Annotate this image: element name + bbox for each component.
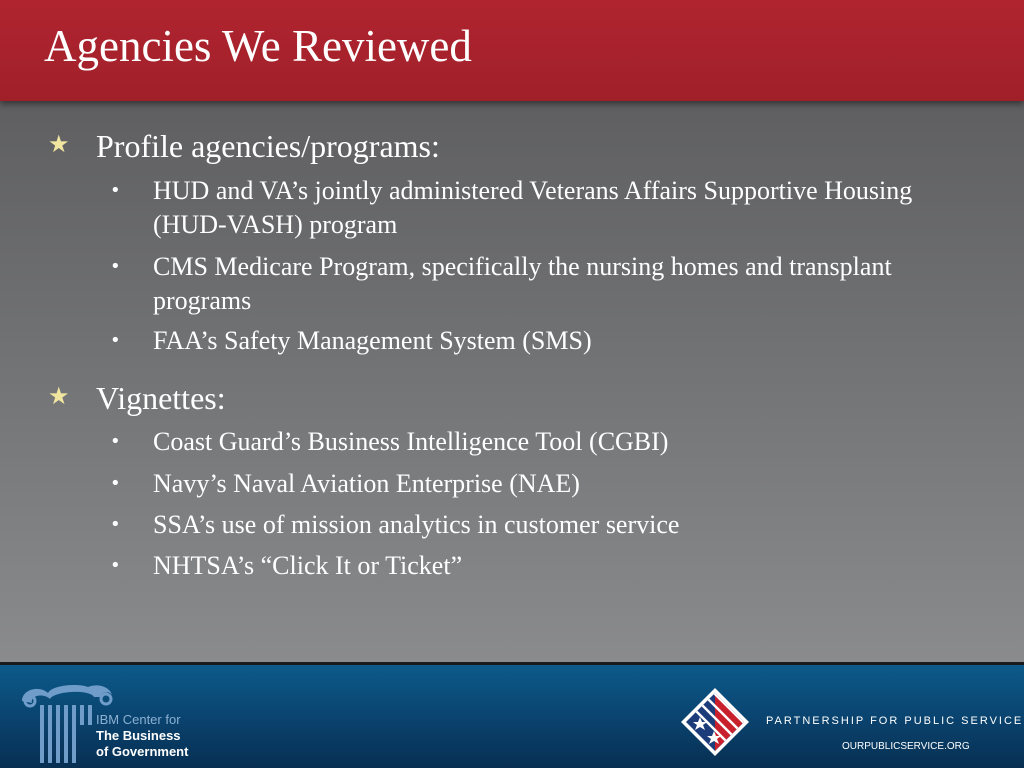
bullet-text: Navy’s Naval Aviation Enterprise (NAE) (153, 469, 580, 498)
slide-body (0, 101, 1024, 662)
title-band (0, 0, 1024, 101)
bullet-text: CMS Medicare Program, specifically the nursing homes and transplant programs (153, 252, 892, 315)
bullet-dot-icon: • (110, 514, 121, 535)
bullet-text: NHTSA’s “Click It or Ticket” (153, 551, 463, 580)
section-heading-text: Profile agencies/programs: (96, 128, 440, 164)
bullet-dot-icon: • (110, 555, 121, 576)
section-heading-text: Vignettes: (96, 380, 226, 416)
bullet-dot-icon: • (110, 473, 121, 494)
ibm-logo-line2: The Business (96, 728, 181, 743)
star-icon: ★ (48, 130, 70, 158)
bullet-text: FAA’s Safety Management System (SMS) (153, 326, 592, 355)
bullet-dot-icon: • (110, 180, 121, 201)
bullet-text: HUD and VA’s jointly administered Veterans Affairs Supportive Housing (HUD-VASH) program (153, 176, 913, 239)
bullet-dot-icon: • (110, 431, 121, 452)
footer-band (0, 662, 1024, 768)
ibm-logo-line1: IBM Center for (96, 712, 181, 727)
star-icon: ★ (48, 382, 70, 410)
content-list (0, 101, 1024, 662)
bullet-dot-icon: • (110, 256, 121, 277)
pps-name: PARTNERSHIP FOR PUBLIC SERVICE (766, 715, 1024, 727)
slide-title: Agencies We Reviewed (44, 21, 472, 71)
ibm-logo-line3: of Government (96, 744, 189, 759)
bullet-dot-icon: • (110, 330, 121, 351)
bullet-text: SSA’s use of mission analytics in customer service (153, 510, 680, 539)
bullet-text: Coast Guard’s Business Intelligence Tool (CGBI) (153, 427, 669, 456)
pps-diamond-logo (680, 687, 750, 757)
pps-url: OURPUBLICSERVICE.ORG (842, 741, 970, 752)
